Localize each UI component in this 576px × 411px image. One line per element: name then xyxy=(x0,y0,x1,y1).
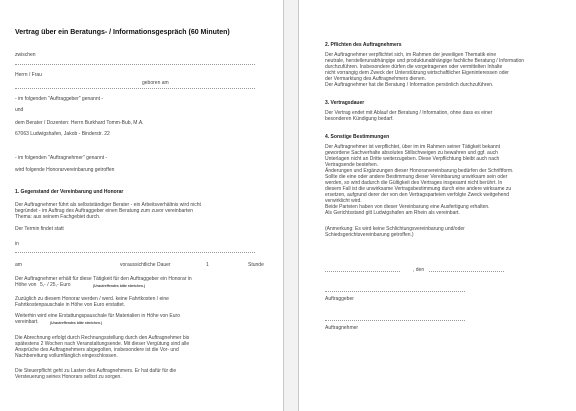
steuer-line: Die Steuerpflicht geht zu Lasten des Auftragnehmers. Er hat dafür für die xyxy=(15,368,177,374)
material-line: Weiterhin wird eine Erstattungspauschale für Materialien in Höhe von Euro xyxy=(15,313,180,319)
honorar-line: Der Auftragnehmer erhält für diese Tätigkeit für den Auftraggeber ein Honorar in xyxy=(15,276,192,282)
section4-heading: 4. Sonstige Bestimmungen xyxy=(325,134,390,140)
honorar-line: Höhe von xyxy=(15,282,37,288)
honorar-amount: 5,- / 25,- Euro xyxy=(40,282,71,288)
section4-line: diesem Fall ist die unwirksame Vertragsbestimmung durch eine andere wirksame zu xyxy=(325,186,512,192)
unzutreffend-note: (Unzutreffendes bitte streichen.) xyxy=(93,284,145,288)
section4-line: werden, so wird dadurch die Gültigkeit des Vertrages insgesamt nicht berührt. In xyxy=(325,180,503,186)
section4-line: Der Auftragnehmer ist verpflichtet, über im im Rahmen seiner Tätigkeit bekannt xyxy=(325,144,500,150)
dauer-value: 1 xyxy=(206,262,209,268)
stunde-label: Stunde xyxy=(248,262,264,268)
dauer-label: voraussichtliche Dauer xyxy=(120,262,171,268)
auftragnehmer-signature-label: Auftragnehmer xyxy=(325,325,359,331)
auftragnehmer-label: - im folgenden "Auftragnehmer" genannt - xyxy=(15,155,108,161)
steuer-line: Versteuerung seines Honorars selbst zu sorgen. xyxy=(15,374,122,380)
section1-line: Thema: aus seinem Fachgebiet durch. xyxy=(15,214,101,220)
section1-line: begründet - im Auftrag des Auftraggeber einen Beratung zum zuvor vereinbarten xyxy=(15,208,193,214)
berater-address: 67063 Ludwigshafen, Jakob - Binderstr. 22 xyxy=(15,131,110,137)
den-label: , den xyxy=(413,267,425,273)
location-line xyxy=(15,252,255,253)
vereinbarung-text: wird folgende Honorarvereinbarung getroffen xyxy=(15,167,115,173)
auftraggeber-signature-label: Auftraggeber xyxy=(325,296,354,302)
page-gutter xyxy=(284,0,298,411)
anmerkung-line: (Anmerkung: Es wird keine Schlichtungsvereinbarung und/oder xyxy=(325,226,465,232)
abrechnung-line: Ansprüche des Auftragnehmers abgegolten, insbesondere ist die Vor- und xyxy=(15,347,179,353)
place-line xyxy=(325,271,400,272)
zwischen-text: zwischen xyxy=(15,52,36,58)
termin-text: Der Termin findet statt xyxy=(15,226,64,232)
section3-heading: 3. Vertragsdauer xyxy=(325,100,365,106)
abrechnung-line: spätestens 2 Wochen nach Veranstaltungsende. Mit dieser Vergütung sind alle xyxy=(15,341,190,347)
in-text: in xyxy=(15,241,19,247)
auftraggeber-signature-line xyxy=(325,291,465,292)
document-page-right xyxy=(298,0,576,411)
document-page-left xyxy=(0,0,284,411)
section2-line: neutrale, herstellerunabhängige und produktunabhängige fachliche Beratung / Information xyxy=(325,58,525,64)
section3-line: besonderen Kündigung bedarf. xyxy=(325,116,394,122)
section2-line: der Vermarktung des Auftragnehmers dienen. xyxy=(325,76,426,82)
section4-line: Sollte die eine oder andere Bestimmung dieser Vereinbarung unwirksam sein oder xyxy=(325,174,508,180)
geboren-am-label: geboren am xyxy=(142,80,169,86)
fahrtkosten-line: Fahrtkostenpauschale in Höhe von Euro erstattet. xyxy=(15,302,126,308)
fahrtkosten-line: Zuzüglich zu diesem Honorar werden / werd. keine Fahrtkosten / eine xyxy=(15,296,169,302)
contract-title: Vertrag über ein Beratungs- / Informationsgespräch (60 Minuten) xyxy=(15,29,230,36)
section1-heading: 1. Gegenstand der Vereinbarung und Honorar xyxy=(15,189,124,195)
section2-line: Der Auftragnehmer verpflichtet sich, im Rahmen der jeweiligen Thematik eine xyxy=(325,52,497,58)
section4-line: Unterlagen nicht an Dritte weiterzugeben. Diese Verpflichtung bleibt auch nach xyxy=(325,156,500,162)
auftraggeber-label: - im folgenden "Auftraggeber" genannt - xyxy=(15,96,104,102)
section2-line: durchzuführen. Insbesondere dürfen die vorgetragenen oder vermittelten Inhalte xyxy=(325,64,503,70)
abrechnung-line: Die Abrechnung erfolgt durch Rechnungsstellung durch den Auftragnehmer bis xyxy=(15,335,190,341)
section2-line: nicht vorrangig dem Zweck der Unterstützung wirtschaftlicher Eigeninteressen oder xyxy=(325,70,509,76)
unzutreffend-note: (Unzutreffendes bitte streichen.) xyxy=(50,321,102,325)
party-line xyxy=(15,64,255,65)
section4-line: gewordene Sachverhalte absolutes Stillschweigen zu bewahren und ggf. auch xyxy=(325,150,498,156)
section2-heading: 2. Pflichten des Auftragnehmers xyxy=(325,42,402,48)
abrechnung-line: Nachbereitung vollumfänglich eingeschlossen. xyxy=(15,353,118,359)
section4-line: verwirklicht wird. xyxy=(325,198,362,204)
auftragnehmer-signature-line xyxy=(325,320,465,321)
address-line xyxy=(15,88,255,89)
section3-line: Der Vertrag endet mit Ablauf der Beratung / Information, ohne dass es einer xyxy=(325,110,493,116)
section4-line: ersetzen, aufgrund derer der von den Vertragsparteien verfolgte Zweck weitgehend xyxy=(325,192,509,198)
section1-line: Der Auftragnehmer führt als selbstständiger Berater - ein Arbeitsverhältnis wird nicht xyxy=(15,202,201,208)
herr-frau-label: Herrn / Frau xyxy=(15,72,42,78)
section4-line: Änderungen und Ergänzungen dieser Honorarvereinbarung bedürfen der Schriftform. xyxy=(325,168,514,174)
section4-line: Vertragsende bestehen. xyxy=(325,162,379,168)
section4-line: Beide Parteien haben von dieser Vereinbarung eine Ausfertigung erhalten. xyxy=(325,204,490,210)
section4-line: Als Gerichtsstand gilt Ludwigshafen am Rhein als vereinbart. xyxy=(325,210,460,216)
am-text: am xyxy=(15,262,22,268)
material-line: vereinbart. xyxy=(15,319,39,325)
section2-line: Der Auftragnehmer hat die Beratung / Information persönlich durchzuführen. xyxy=(325,82,494,88)
date-line xyxy=(429,271,504,272)
und-text: und xyxy=(15,107,24,113)
anmerkung-line: Schiedsgerichtsvereinbarung getroffen.) xyxy=(325,232,414,238)
berater-text: dem Berater / Dozenten: Herrn Burkhard Tomm-Bub, M.A. xyxy=(15,120,144,126)
